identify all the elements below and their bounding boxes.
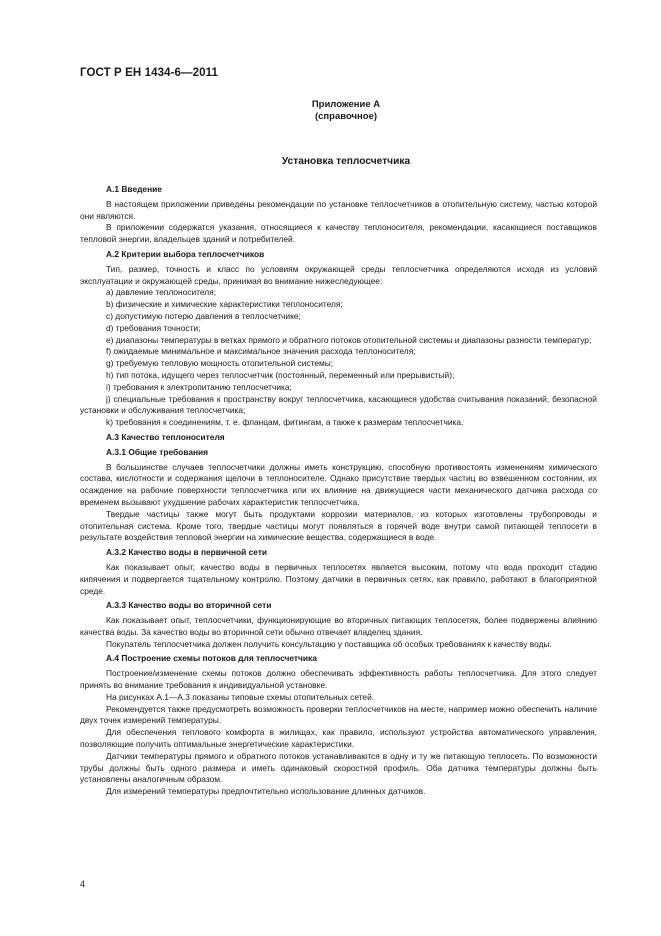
paragraph: e) диапазоны температуры в ветках прямого и обратного потоков отопительной системы и диапазоны разности температур; (106, 334, 592, 345)
paragraph: В настоящем приложении приведены рекомендации по установке теплосчетчиков в отопительную систему, частью которой они являются. (80, 198, 597, 221)
paragraph: Покупатель теплосчетчика должен получить консультацию у поставщика об особых требованиях к качеству воды. (106, 638, 552, 649)
paragraph: Построение/изменение схемы потоков должно обеспечивать эффективность работы теплосчетчика. Для этого следует принять во внимание требования к индивидуальной установке. (80, 668, 597, 691)
section-heading: А.3.1 Общие требования (106, 446, 209, 457)
paragraph: Твердые частицы также могут быть продуктами коррозии материалов, из которых изготовлены трубопроводы и отопительная система. Кроме того, твердые частицы могут появляться в горячей воде внутри самой питающей теплосети в результате воздействия тепловой энергии на химические вещества, содержащиеся в воде. (80, 508, 597, 543)
paragraph: h) тип потока, идущего через теплосчетчик (постоянный, переменный или прерывистый); (106, 369, 455, 380)
paragraph: Для измерений температуры предпочтительно использование длинных датчиков. (106, 786, 426, 797)
page-number: 4 (80, 879, 86, 889)
paragraph: k) требования к соединениям, т. е. фланцам, фитингам, а также к размерам теплосчетчика. (106, 417, 464, 428)
section-heading: А.3.2 Качество воды в первичной сети (106, 547, 268, 558)
paragraph: a) давление теплоносителя; (106, 287, 216, 298)
section-heading: А.4 Построение схемы потоков для теплосчетчика (106, 653, 317, 664)
annex-status: (справочное) (314, 111, 378, 122)
annex-label (0, 99, 661, 123)
paragraph: На рисунках А.1—А.3 показаны типовые схемы отопительных сетей. (106, 691, 375, 702)
paragraph: j) специальные требования к пространству вокруг теплосчетчика, касающиеся удобства считывания показаний, безопасной установки и обслуживания теплосчетчика; (80, 393, 597, 416)
document-header: ГОСТ Р ЕН 1434-6—2011 (80, 67, 218, 79)
paragraph: c) допустимую потерю давления в теплосчетчике; (106, 310, 301, 321)
annex-title: Приложение А (311, 99, 381, 110)
paragraph: i) требования к электропитанию теплосчетчика; (106, 381, 292, 392)
paragraph: g) требуемую тепловую мощность отопительной системы; (106, 358, 334, 369)
paragraph: В большинстве случаев теплосчетчики должны иметь конструкцию, способную противостоять изменениям химического состава, кислотности и содержания щелочи в теплоносителе. Однако присутствие твердых частиц во взвешенном состоянии, их осаждение на рабочие поверхности теплосчетчика или их влияние на движущиеся части механического датчика расхода со временем вызывают ухудшение рабочих характеристик теплосчетчика. (80, 461, 597, 507)
paragraph: f) ожидаемые минимальное и максимальное значения расхода теплоносителя; (106, 346, 416, 357)
paragraph: b) физические и химические характеристики теплоносителя; (106, 299, 343, 310)
section-heading: А.3 Качество теплоносителя (106, 431, 225, 442)
section-heading: А.3.3 Качество воды во вторичной сети (106, 600, 272, 611)
paragraph: Как показывает опыт, качество воды в первичных теплосетях является высоким, потому что вода проходит стадию кипячения и подвергается тщательному контролю. Поэтому датчики в первичных сетях, как правило, работают в благоприятной среде. (80, 561, 597, 596)
section-heading: А.1 Введение (106, 184, 162, 194)
paragraph: Для обеспечения теплового комфорта в жилищах, как правило, используют устройства автоматического управления, позволяющие получить оптимальные энергетические характеристики. (80, 727, 597, 750)
paragraph: Тип, размер, точность и класс по условиям окружающей среды теплосчетчика определяются исходя из условий эксплуатации и окружающей среды, принимая во внимание нижеследующее: (80, 263, 597, 286)
paragraph: d) требования точности; (106, 322, 201, 333)
annex-heading: Установка теплосчетчика (281, 156, 411, 167)
paragraph: В приложении содержатся указания, относящиеся к качеству теплоносителя, рекомендации, касающиеся поставщиков тепловой энергии, владельцев зданий и потребителей. (80, 222, 597, 245)
paragraph: Датчики температуры прямого и обратного потоков устанавливаются в одну и ту же питающую теплосеть. По возможности трубы должны быть одного размера и иметь одинаковый скоростной профиль. Оба датчика температуры должны быть установлены аналогичным образом. (80, 750, 597, 785)
section-heading: А.2 Критерии выбора теплосчетчиков (106, 248, 265, 259)
paragraph: Как показывает опыт, теплосчетчики, функционирующие во вторичных питающих теплосетях, более подвержены влиянию качества воды. За качество воды во вторичной сети обычно отвечает владелец здания. (80, 615, 597, 637)
paragraph: Рекомендуется также предусмотреть возможность проверки теплосчетчиков на месте, например можно обеспечить наличие двух точек измерений температуры. (80, 703, 597, 726)
body-text (80, 184, 597, 798)
